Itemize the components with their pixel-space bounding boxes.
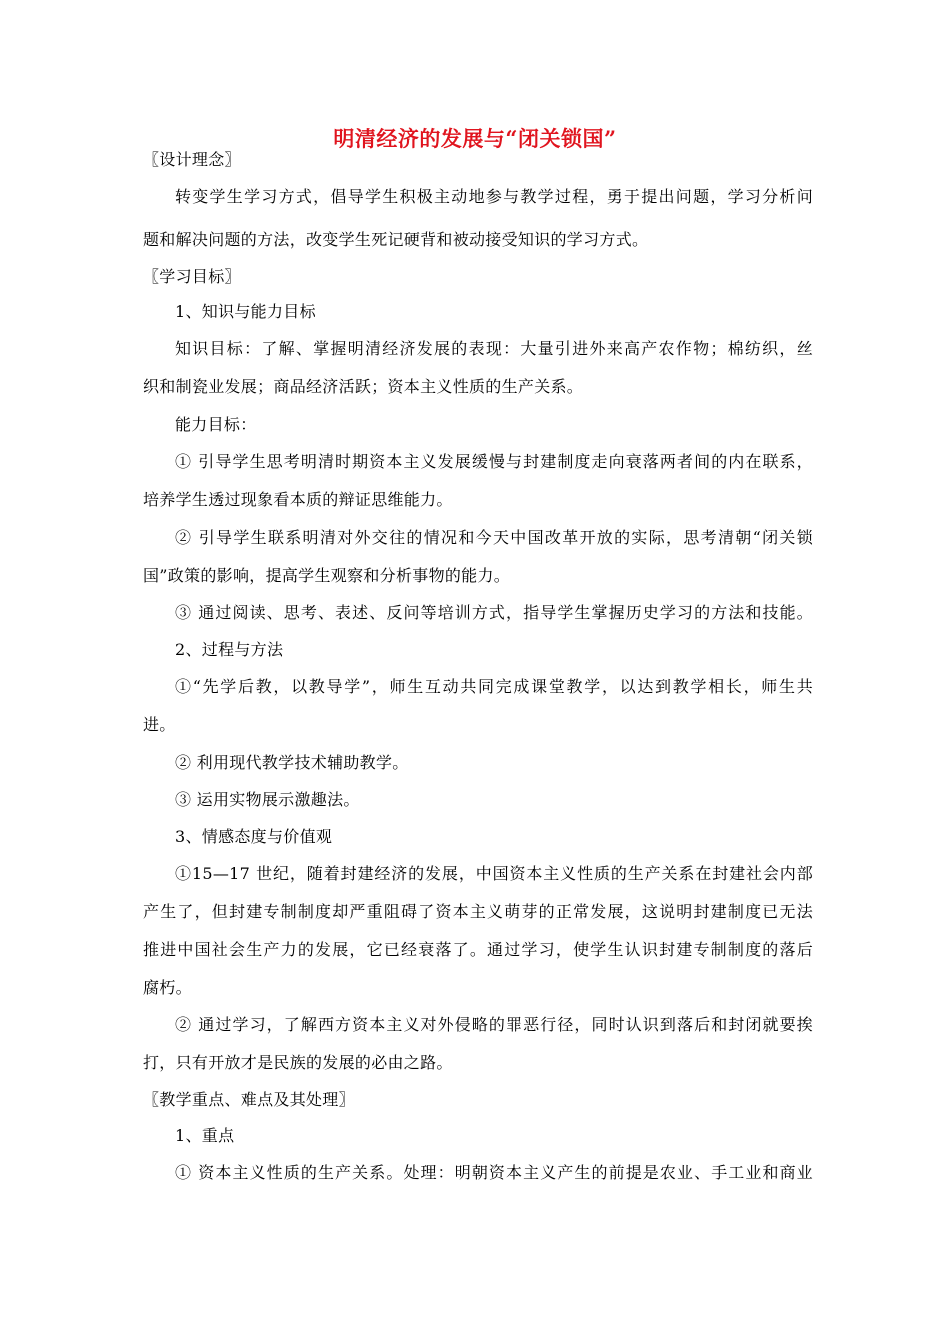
paragraph-line: 腐朽。 xyxy=(143,978,192,997)
paragraph-line: 打，只有开放才是民族的发展的必由之路。 xyxy=(143,1053,453,1072)
paragraph-line: 推进中国社会生产力的发展，它已经衰落了。通过学习，使学生认识封建专制制度的落后 xyxy=(143,940,813,959)
subheading-knowledge-ability: 1、知识与能力目标 xyxy=(175,302,316,321)
section-heading-key-points: 〖教学重点、难点及其处理〗 xyxy=(143,1090,355,1109)
subheading-key-point: 1、重点 xyxy=(175,1126,235,1145)
paragraph-line: 培养学生透过现象看本质的辩证思维能力。 xyxy=(143,490,453,509)
document-title: 明清经济的发展与“闭关锁国” xyxy=(333,126,617,151)
subheading-process-method: 2、过程与方法 xyxy=(175,640,284,659)
paragraph-line: ③ 通过阅读、思考、表述、反问等培训方式，指导学生掌握历史学习的方法和技能。 xyxy=(175,603,813,622)
paragraph-line: 产生了，但封建专制制度却严重阻碍了资本主义萌芽的正常发展，这说明封建制度已无法 xyxy=(143,902,813,921)
paragraph-line: ① 资本主义性质的生产关系。处理：明朝资本主义产生的前提是农业、手工业和商业 xyxy=(175,1163,813,1182)
paragraph-line: 转变学生学习方式，倡导学生积极主动地参与教学过程，勇于提出问题，学习分析问 xyxy=(175,187,813,206)
paragraph-line: 能力目标： xyxy=(175,415,257,434)
paragraph-line: ② 引导学生联系明清对外交往的情况和今天中国改革开放的实际，思考清朝“闭关锁 xyxy=(175,528,813,547)
paragraph-line: ② 通过学习，了解西方资本主义对外侵略的罪恶行径，同时认识到落后和封闭就要挨 xyxy=(175,1015,813,1034)
paragraph-line: 国”政策的影响，提高学生观察和分析事物的能力。 xyxy=(143,566,511,585)
paragraph-line: 知识目标：了解、掌握明清经济发展的表现：大量引进外来高产农作物；棉纺织，丝 xyxy=(175,339,813,358)
paragraph-line: 进。 xyxy=(143,715,176,734)
section-heading-design-concept: 〖设计理念〗 xyxy=(143,150,241,169)
paragraph-line: ①15—17 世纪，随着封建经济的发展，中国资本主义性质的生产关系在封建社会内部 xyxy=(175,864,813,883)
paragraph-line: ① 引导学生思考明清时期资本主义发展缓慢与封建制度走向衰落两者间的内在联系， xyxy=(175,452,813,471)
paragraph-line: 织和制瓷业发展；商品经济活跃；资本主义性质的生产关系。 xyxy=(143,377,584,396)
paragraph-line: ② 利用现代教学技术辅助教学。 xyxy=(175,753,409,772)
paragraph-line: ③ 运用实物展示激趣法。 xyxy=(175,790,360,809)
paragraph-line: ①“先学后教，以教导学”，师生互动共同完成课堂教学，以达到教学相长，师生共 xyxy=(175,677,813,696)
section-heading-learning-goals: 〖学习目标〗 xyxy=(143,267,241,286)
subheading-emotion-values: 3、情感态度与价值观 xyxy=(175,827,333,846)
paragraph-line: 题和解决问题的方法，改变学生死记硬背和被动接受知识的学习方式。 xyxy=(143,230,649,249)
